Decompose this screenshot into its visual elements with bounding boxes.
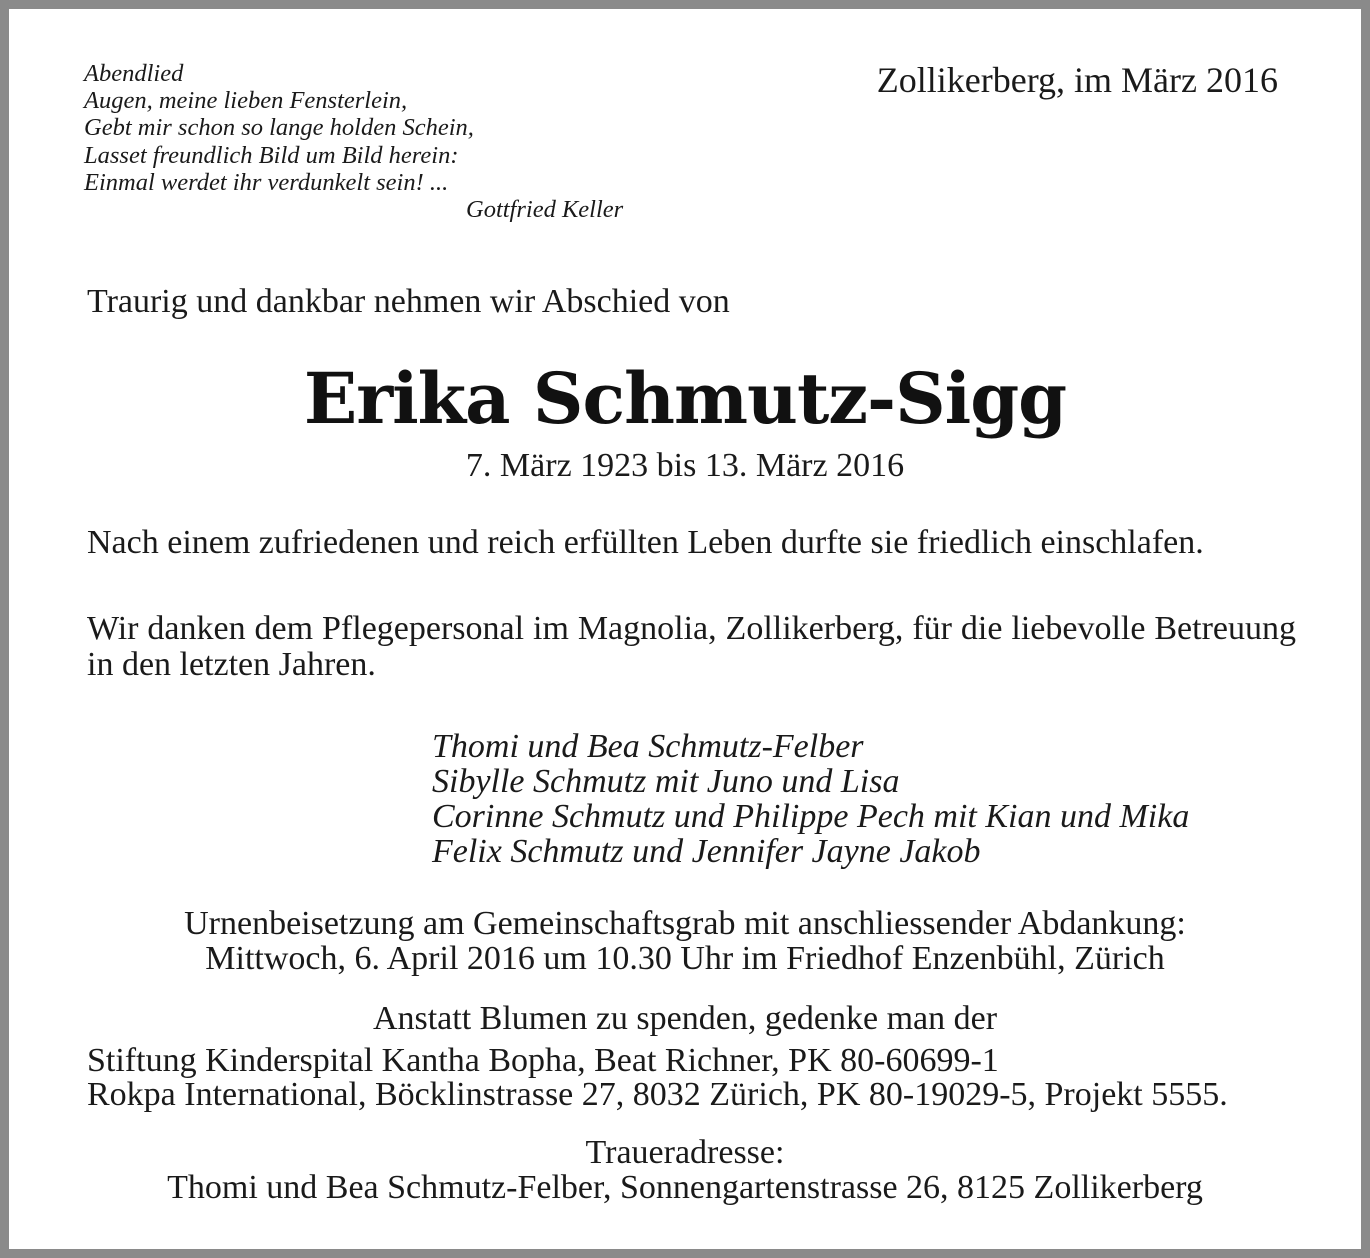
lifespan: 7. März 1923 bis 13. März 2016 bbox=[465, 447, 905, 484]
address-label: Traueradresse: bbox=[585, 1134, 785, 1171]
family-list bbox=[432, 729, 1189, 869]
donation-account: Stiftung Kinderspital Kantha Bopha, Beat Richner, PK 80-60699-1 bbox=[87, 1042, 999, 1079]
donation-account: Rokpa International, Böcklinstrasse 27, 8032 Zürich, PK 80-19029-5, Projekt 5555. bbox=[87, 1076, 1228, 1113]
donation-heading bbox=[9, 1001, 1361, 1036]
address-value: Thomi und Bea Schmutz-Felber, Sonnengartenstrasse 26, 8125 Zollikerberg bbox=[167, 1169, 1203, 1206]
intro-text: Traurig und dankbar nehmen wir Abschied von bbox=[87, 283, 730, 320]
paragraph-peaceful: Nach einem zufriedenen und reich erfüllten Leben durfte sie friedlich einschlafen. bbox=[87, 524, 1204, 561]
poem-line: Gebt mir schon so lange holden Schein, bbox=[84, 114, 474, 142]
mourning-address bbox=[9, 1135, 1361, 1205]
family-member: Felix Schmutz und Jennifer Jayne Jakob bbox=[432, 833, 981, 870]
place-date: Zollikerberg, im März 2016 bbox=[876, 60, 1278, 100]
poem-block bbox=[84, 60, 623, 223]
burial-info bbox=[9, 906, 1361, 976]
family-member: Sibylle Schmutz mit Juno und Lisa bbox=[432, 763, 900, 800]
poem-title: Abendlied bbox=[84, 60, 184, 87]
paragraph-thanks: Wir danken dem Pflegepersonal im Magnolia, Zollikerberg, für die liebevolle Betreuung in den letzten Jahren. bbox=[87, 610, 1296, 683]
donation-accounts bbox=[87, 1044, 1228, 1112]
poem-line: Lasset freundlich Bild um Bild herein: bbox=[84, 141, 459, 169]
burial-date-line: Mittwoch, 6. April 2016 um 10.30 Uhr im Friedhof Enzenbühl, Zürich bbox=[205, 940, 1165, 977]
deceased-name: Erika Schmutz-Sigg bbox=[303, 357, 1067, 440]
poem-author: Gottfried Keller bbox=[466, 196, 624, 224]
burial-line: Urnenbeisetzung am Gemeinschaftsgrab mit anschliessender Abdankung: bbox=[184, 905, 1186, 942]
poem-line: Einmal werdet ihr verdunkelt sein! ... bbox=[84, 168, 449, 196]
poem-line: Augen, meine lieben Fensterlein, bbox=[84, 87, 408, 115]
family-member: Thomi und Bea Schmutz-Felber bbox=[432, 728, 864, 765]
family-member: Corinne Schmutz und Philippe Pech mit Kian und Mika bbox=[432, 798, 1190, 835]
donation-heading-text: Anstatt Blumen zu spenden, gedenke man der bbox=[372, 1000, 998, 1037]
